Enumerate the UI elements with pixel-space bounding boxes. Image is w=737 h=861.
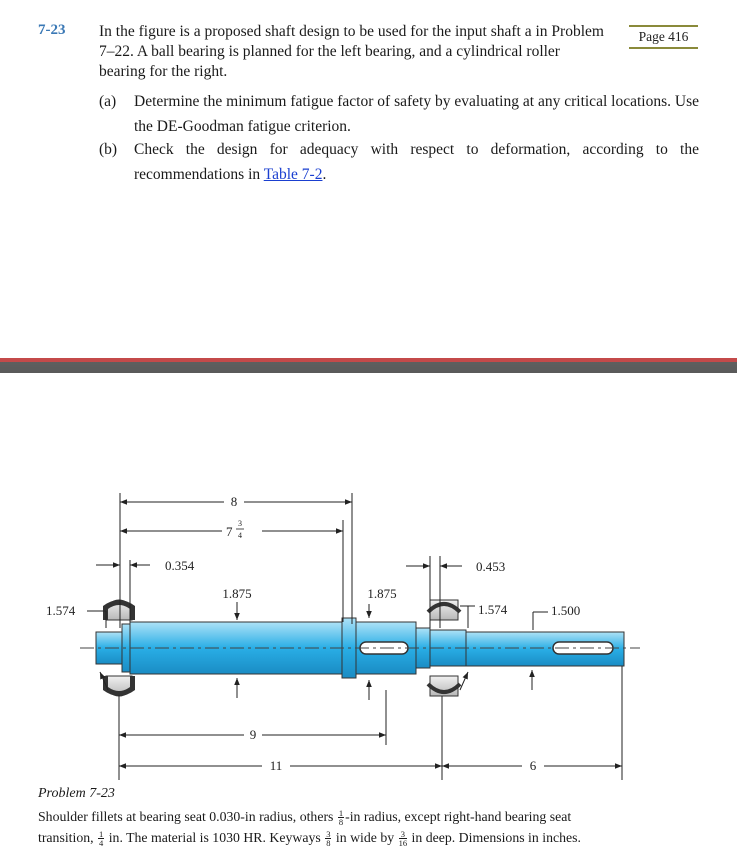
caption-text-4: in. The material is 1030 HR. Keyways	[105, 830, 325, 845]
dim-right-1574: 1.574	[478, 602, 508, 617]
problem-intro: In the figure is a proposed shaft design to be used for the input shaft a in Problem 7–22. A ball bearing is planned for the left bearing, and a cylindrical roller bearing for the right.	[99, 23, 604, 80]
dim-11: 11	[269, 758, 283, 773]
part-a-label: (a)	[99, 93, 117, 110]
caption-text-1: Shoulder fillets at bearing seat 0.030-in radius, others	[38, 809, 337, 824]
fraction-3-16: $\frac{3}{16}$	[398, 829, 408, 849]
part-b-text-main: Check the design for adequacy with respect to deformation, according to the recommendations in	[134, 141, 699, 183]
figure-caption-title: Problem 7-23	[38, 786, 115, 801]
figure-caption	[38, 806, 678, 848]
dim-7-3-4-whole: 7	[226, 524, 233, 539]
problem-number: 7-23	[38, 22, 66, 38]
caption-text-5: in wide by	[332, 830, 398, 845]
caption-text-6: in deep. Dimensions in inches.	[408, 830, 581, 845]
dim-1500: 1.500	[551, 603, 581, 618]
dim-0354: 0.354	[165, 558, 195, 573]
table-7-2-link[interactable]: Table 7-2	[263, 166, 323, 183]
part-b-text-end: .	[322, 166, 327, 183]
caption-text-3: transition,	[38, 830, 98, 845]
dim-7-3-4-den: 4	[238, 531, 242, 540]
fraction-3-8: $\frac{3}{8}$	[326, 829, 331, 849]
page-reference: Page 416	[629, 25, 698, 49]
dim-1875-left: 1.875	[222, 586, 252, 601]
dim-6: 6	[529, 758, 537, 773]
fraction-1-4: $\frac{1}{4}$	[99, 829, 104, 849]
shaft-figure	[0, 480, 737, 780]
dim-1875-right: 1.875	[367, 586, 397, 601]
caption-text-2: -in radius, except right-hand bearing seat	[345, 809, 572, 824]
dim-7-3-4-num: 3	[238, 519, 242, 528]
fraction-1-8: $\frac{1}{8}$	[338, 808, 344, 828]
part-b-label: (b)	[99, 141, 118, 158]
dim-9: 9	[249, 727, 257, 742]
part-b-text	[134, 137, 699, 187]
part-a-text: Determine the minimum fatigue factor of safety by evaluating at any critical locations. Use the DE-Goodman fatigue criterion.	[134, 93, 699, 135]
page-divider	[0, 358, 737, 373]
dim-8: 8	[230, 494, 238, 509]
dim-0453: 0.453	[476, 559, 506, 574]
dim-left-1574: 1.574	[46, 603, 76, 618]
